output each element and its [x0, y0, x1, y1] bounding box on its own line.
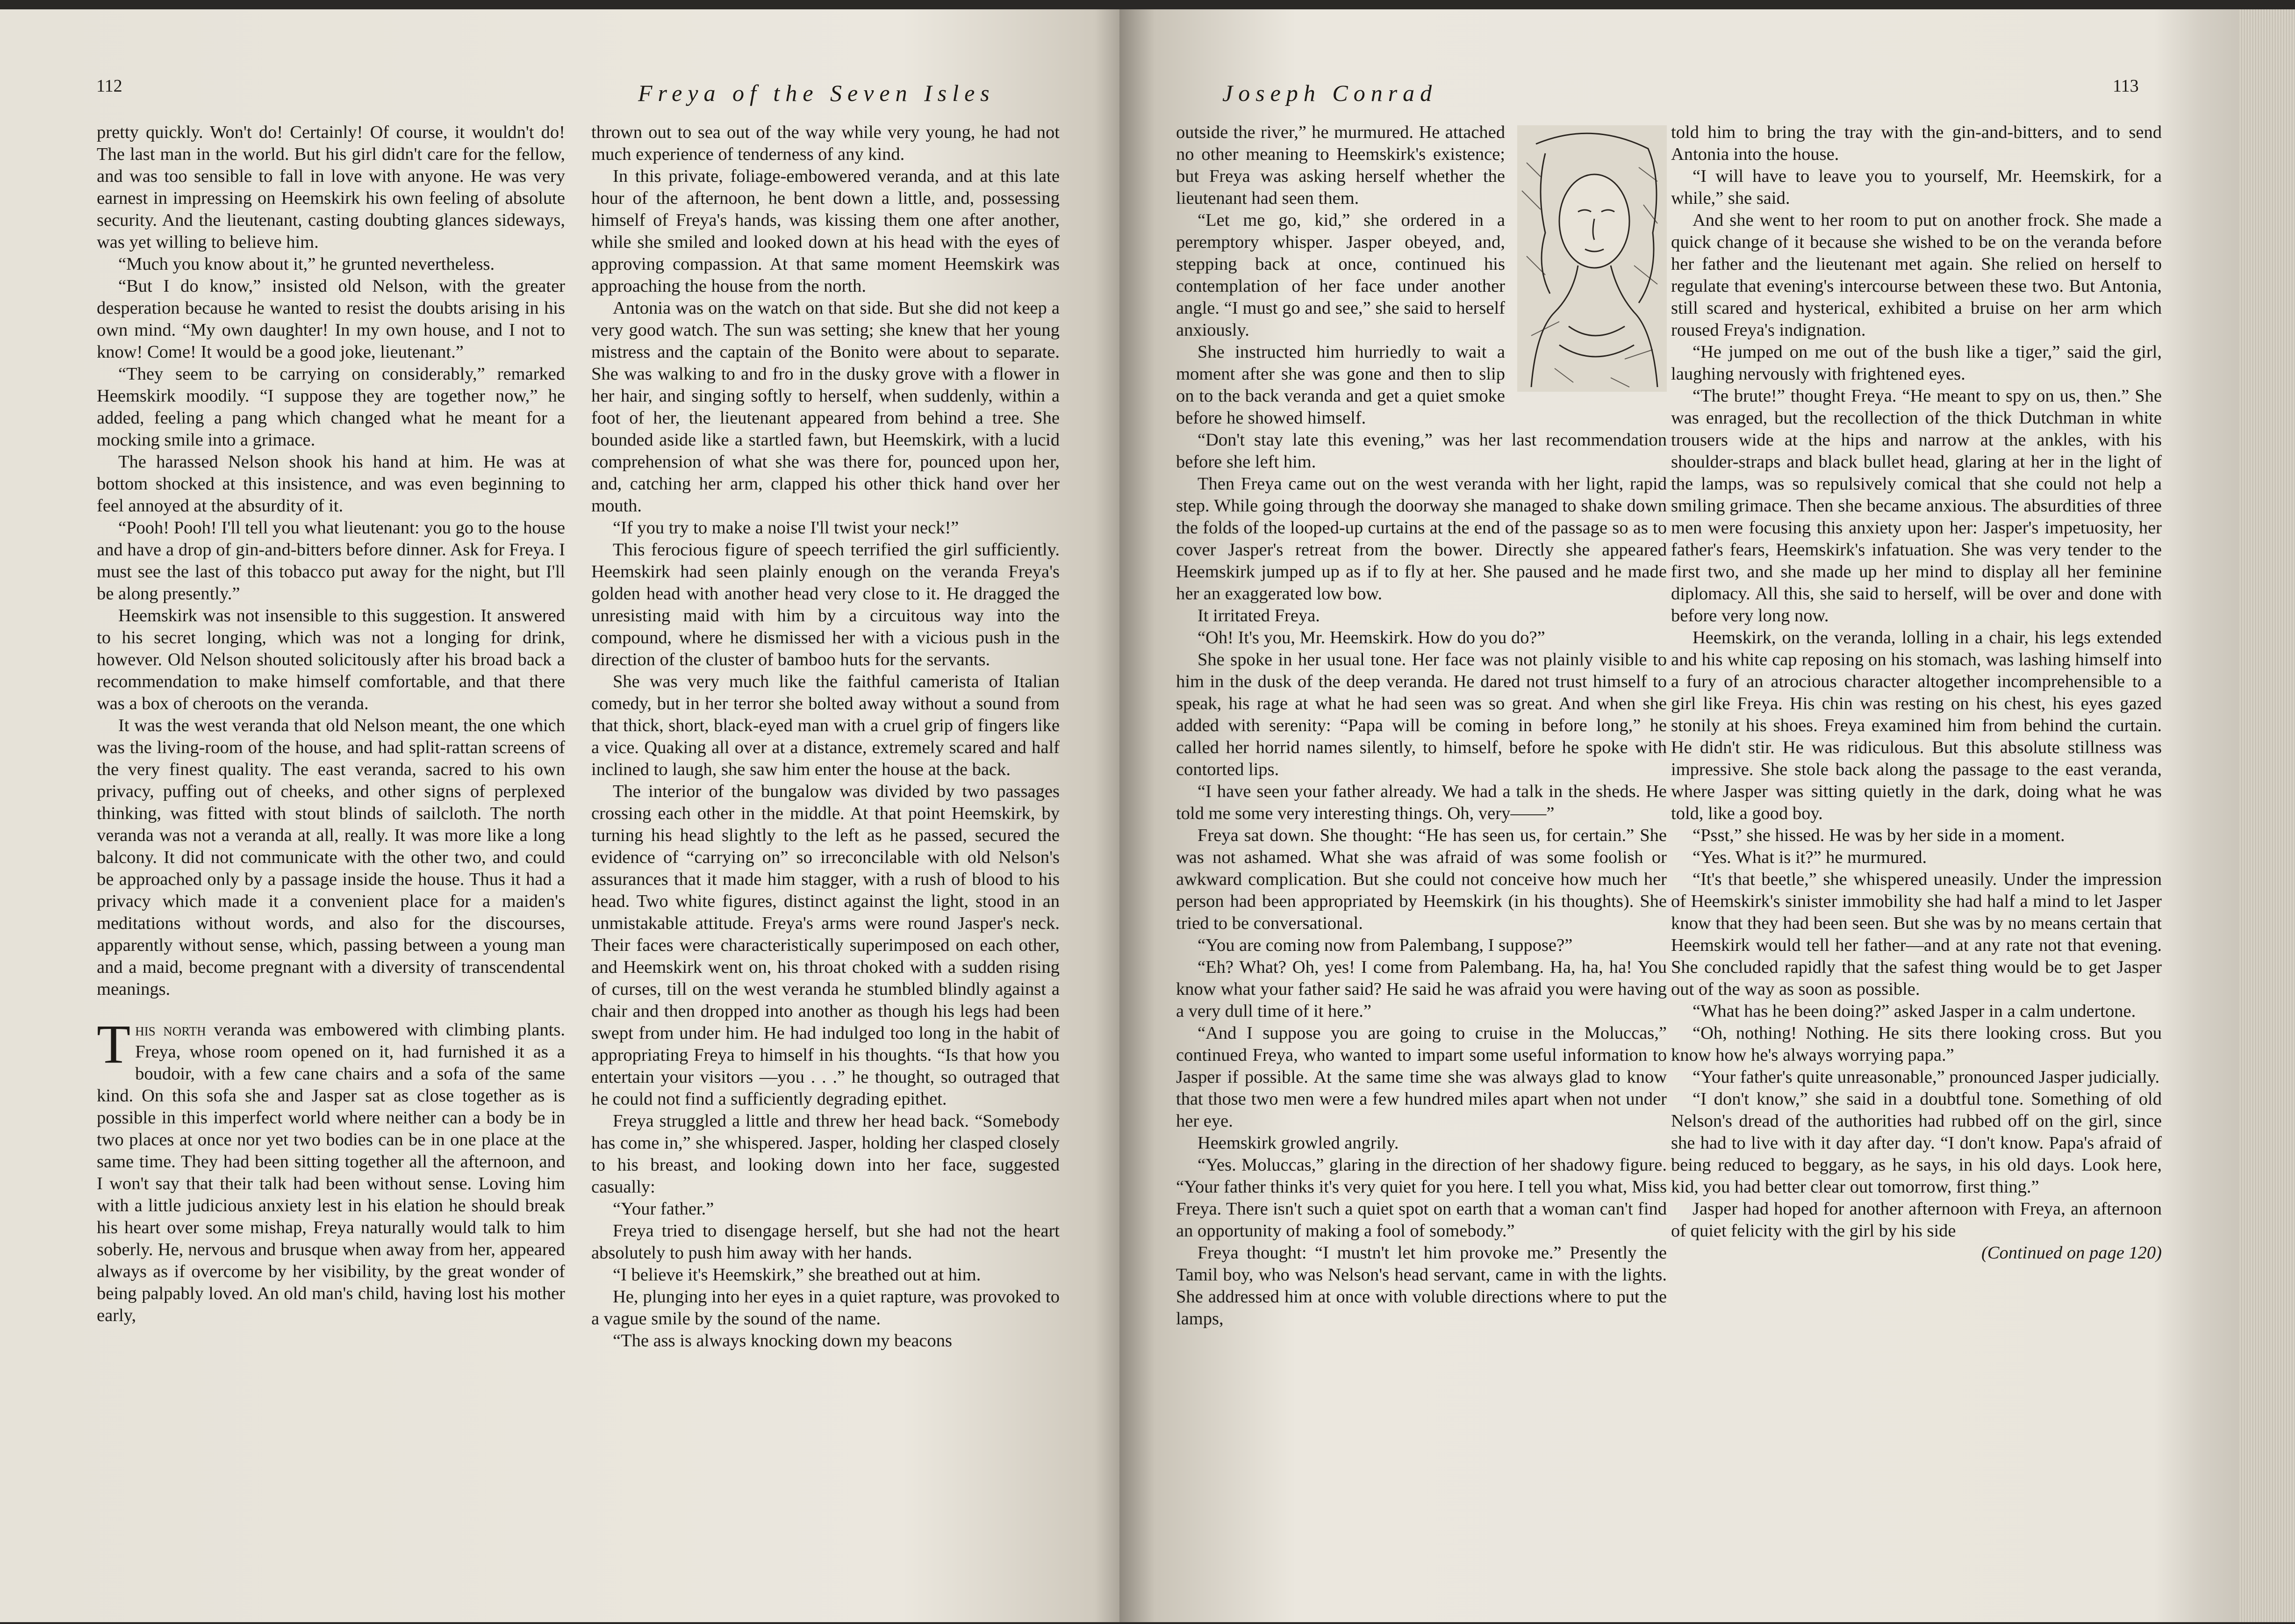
- paragraph: pretty quickly. Won't do! Certainly! Of course, it wouldn't do! The last man in the world. But his girl didn't care for the fellow, and was too sensible to fall in love with anyone. He was very earnest in impressing on Heemskirk his own feeling of absolute security. And the lieutenant, casting doubting glances sideways, was yet willing to believe him.: [97, 122, 565, 252]
- paragraph: Antonia was on the watch on that side. But she did not keep a very good watch. The sun was setting; she knew that her young mistress and the captain of the Bonito were about to separate. She was walking to and fro in the dusky grove with a flower in her hair, and singing softly to herself, when suddenly, within a foot of her, the lieutenant appeared from behind a tree. She bounded aside like a startled fawn, but Heemskirk, with a lucid comprehension of what she was there for, pounced upon her, and, catching her arm, clapped his other thick hand over her mouth.: [591, 298, 1060, 516]
- dropcap-text: veranda was embowered with climbing plants. Freya, whose room opened on it, had furnished it as a boudoir, with a few cane chairs and a sofa of the same kind. On this sofa she and Jasper sat as close together as is possible in this imperfect world where neither can a body be in two places at once nor yet two bodies can be in one place at the same time. They had been sitting together all the afternoon, and I won't say that their talk had been without sense. Loving him with a little judicious anxiety lest in his elation he should break his heart over some mishap, Freya naturally would talk to him soberly. He, nervous and brusque when away from her, appeared always as if overcome by her visibility, by the great wonder of being palpably loved. An old man's child, having lost his mother early,: [97, 1020, 565, 1325]
- paragraph: Freya thought: “I mustn't let him provoke me.” Presently the Tamil boy, who was Nelson's head servant, came in with the lights. She addressed him at once with voluble directions where to put the lamps,: [1176, 1243, 1667, 1329]
- paragraph: “I don't know,” she said in a doubtful tone. Something of old Nelson's dread of the authorities had rubbed off on the girl, since she had to live with it day after day. “I don't know. Papa's afraid of being reduced to beggary, as he says, in his old days. Look here, kid, you had better clear out tomorrow, first thing.”: [1671, 1089, 2162, 1197]
- page-number-left: 112: [96, 76, 122, 96]
- paragraph: “If you try to make a noise I'll twist your neck!”: [613, 518, 959, 538]
- paragraph: It was the west veranda that old Nelson meant, the one which was the living-room of the house, and had split-rattan screens of the very finest quality. The east veranda, sacred to his own privacy, puffing out of cheeks, and other signs of perplexed thinking, was fitted with stout blinds of sailcloth. The north veranda was not a veranda at all, really. It was more like a long balcony. It did not communicate with the other two, and could be approached only by a passage inside the house. Thus it had a privacy which made it a convenient place for a maiden's meditations without words, and also for the discourses, apparently without sense, which, passing between a young man and a maid, become pregnant with a diversity of transcendental meanings.: [97, 716, 565, 999]
- paragraph: “Oh! It's you, Mr. Heemskirk. How do you do?”: [1198, 628, 1545, 647]
- paragraph: “I believe it's Heemskirk,” she breathed out at him.: [613, 1265, 981, 1285]
- text-column-4: [1671, 122, 2162, 1264]
- paragraph: “I will have to leave you to yourself, Mr. Heemskirk, for a while,” she said.: [1671, 166, 2162, 208]
- paragraph: Freya sat down. She thought: “He has seen us, for certain.” She was not ashamed. What she was afraid of was some foolish or awkward complication. But she could not conceive how much her person had been appropriated by Heemskirk (in his thoughts). She tried to be conversational.: [1176, 826, 1667, 933]
- paragraph: It irritated Freya.: [1198, 606, 1320, 625]
- paragraph: This ferocious figure of speech terrified the girl sufficiently. Heemskirk had seen plainly enough on the veranda Freya's golden head with another head very close to it. He dragged the unresisting maid with him by a circuitous way into the compound, where he dismissed her with a vicious push in the direction of the cluster of bamboo huts for the servants.: [591, 540, 1060, 669]
- left-page: [0, 9, 1129, 1622]
- paragraph: “The brute!” thought Freya. “He meant to spy on us, then.” She was enraged, but the recollection of the thick Dutchman in white trousers wide at the hips and narrow at the ankles, with his shoulder-straps and black bullet head, glaring at her in the light of the lamps, was so repulsively comical that she could not help a smiling grimace. Then she became anxious. The absurdities of three men were focusing this anxiety upon her: Jasper's impetuosity, her father's fears, Heemskirk's infatuation. She was very tender to the first two, and she made up her mind to display all her feminine diplomacy. All this, she said to herself, will be over and done with before very long now.: [1671, 386, 2162, 625]
- paragraph: In this private, foliage-embowered veranda, and at this late hour of the afternoon, he bent down a little, and, possessing himself of Freya's hands, was kissing them one after another, while she smiled and looked down at his head with the eyes of approving compassion. At that same moment Heemskirk was approaching the house from the north.: [591, 166, 1060, 296]
- paragraph: “It's that beetle,” she whispered uneasily. Under the impression of Heemskirk's sinister immobility she had half a mind to let Jasper know that they had been seen. But she was by no means certain that Heemskirk would tell her father—and at any rate not that evening. She concluded rapidly that the safest thing would be to get Jasper out of the way as soon as possible.: [1671, 869, 2162, 999]
- paragraph: “Much you know about it,” he grunted nevertheless.: [118, 254, 495, 274]
- paragraph: She spoke in her usual tone. Her face was not plainly visible to him in the dusk of the deep veranda. He dared not trust himself to speak, his rage at what he had seen was so great. And when she added with serenity: “Papa will be coming in before long,” he called her horrid names silently, to himself, before he spoke with contorted lips.: [1176, 650, 1667, 779]
- paragraph: “You are coming now from Palembang, I suppose?”: [1198, 935, 1573, 955]
- paragraph: outside the river,” he murmured. He attached no other meaning to Heemskirk's existence; but Freya was asking herself whether the lieutenant had seen them.: [1176, 122, 1505, 208]
- page-edge: [2239, 9, 2295, 1622]
- paragraph: “Don't stay late this evening,” was her last recommendation before she left him.: [1176, 430, 1667, 472]
- running-head-title: Freya of the Seven Isles: [638, 80, 995, 106]
- paragraph: Jasper had hoped for another afternoon with Freya, an afternoon of quiet felicity with the girl by his side: [1671, 1199, 2162, 1241]
- paragraph: The harassed Nelson shook his hand at him. He was at bottom shocked at this insistence, and was even beginning to feel annoyed at the absurdity of it.: [97, 452, 565, 516]
- paragraph: “Your father's quite unreasonable,” pronounced Jasper judicially.: [1693, 1067, 2160, 1087]
- paragraph: And she went to her room to put on another frock. She made a quick change of it because she wished to be on the veranda before her father and the lieutenant met again. She relied on herself to regulate that evening's intercourse between these two. But Antonia, still scared and hysterical, exhibited a bruise on her arm which roused Freya's indignation.: [1671, 210, 2162, 340]
- paragraph: “And I suppose you are going to cruise in the Moluccas,” continued Freya, who wanted to impart some useful information to Jasper if possible. At the same time she was always glad to know that those two men were a few hundred miles apart when not under her eye.: [1176, 1023, 1667, 1131]
- paragraph: “The ass is always knocking down my beacons: [613, 1331, 952, 1351]
- text-column-3: [1176, 122, 1667, 1330]
- paragraph: He, plunging into her eyes in a quiet rapture, was provoked to a vague smile by the sound of the name.: [591, 1287, 1060, 1329]
- paragraph: “Yes. What is it?” he murmured.: [1693, 848, 1927, 867]
- paragraph: Heemskirk was not insensible to this suggestion. It answered to his secret longing, which was not a longing for drink, however. Old Nelson shouted solicitously after his broad back a recommendation to make himself comfortable, and that there was a box of cheroots on the veranda.: [97, 606, 565, 713]
- paragraph: “What has he been doing?” asked Jasper in a calm undertone.: [1693, 1001, 2136, 1021]
- paragraph: “Pooh! Pooh! I'll tell you what lieutenant: you go to the house and have a drop of gin-and-bitters before dinner. Ask for Freya. I must see the last of this tobacco put away for the night, but I'll be along presently.”: [97, 518, 565, 604]
- paragraph: Heemskirk growled angrily.: [1198, 1133, 1399, 1153]
- paragraph: “Oh, nothing! Nothing. He sits there looking cross. But you know how he's always worrying papa.”: [1671, 1023, 2162, 1065]
- drop-cap: T: [97, 1013, 131, 1075]
- paragraph: “Your father.”: [613, 1199, 714, 1219]
- paragraph: “They seem to be carrying on considerably,” remarked Heemskirk moodily. “I suppose they are together now,” he added, feeling a pang which changed what he meant for a mocking smile into a grimace.: [97, 364, 565, 450]
- paragraph: Freya tried to disengage herself, but she had not the heart absolutely to push him away with her hands.: [591, 1221, 1060, 1263]
- continued-note: (Continued on page 120): [1981, 1243, 2162, 1263]
- paragraph: Then Freya came out on the west veranda with her light, rapid step. While going through the doorway she managed to shake down the folds of the looped-up curtains at the end of the passage so as to cover Jasper's retreat from the bower. Directly she appeared Heemskirk jumped up as if to fly at her. She paused and he made her an exaggerated low bow.: [1176, 474, 1667, 604]
- portrait-illustration: [1517, 125, 1667, 392]
- small-caps-lead: his north: [135, 1020, 206, 1040]
- paragraph: “But I do know,” insisted old Nelson, with the greater desperation because he wanted to resist the doubts arising in his own mind. “My own daughter! In my own house, and I not to know! Come! It would be a good joke, lieutenant.”: [97, 276, 565, 362]
- paragraph: Freya struggled a little and threw her head back. “Somebody has come in,” she whispered. Jasper, holding her clasped closely to his breast, and looking down into her face, suggested casually:: [591, 1111, 1060, 1197]
- paragraph: “Let me go, kid,” she ordered in a peremptory whisper. Jasper obeyed, and, stepping back at once, continued his contemplation of her face under another angle. “I must go and see,” she said to herself anxiously.: [1176, 210, 1505, 340]
- paragraph: “Eh? What? Oh, yes! I come from Palembang. Ha, ha, ha! You know what your father said? He said he was afraid you were having a very dull time of it here.”: [1176, 957, 1667, 1021]
- paragraph: told him to bring the tray with the gin-and-bitters, and to send Antonia into the house.: [1671, 122, 2162, 164]
- paragraph: Heemskirk, on the veranda, lolling in a chair, his legs extended and his white cap reposing on his stomach, was lashing himself into a fury of an atrocious character altogether incomprehensible to a girl like Freya. His chin was resting on his chest, his eyes gazed stonily at his shoes. Freya examined him from behind the curtain. He didn't stir. He was ridiculous. But this absolute stillness was impressive. She stole back along the passage to the east veranda, where Jasper was sitting quietly in the dark, doing what he was told, like a good boy.: [1671, 628, 2162, 823]
- paragraph: “I have seen your father already. We had a talk in the sheds. He told me some very interesting things. Oh, very——”: [1176, 782, 1667, 823]
- text-column-1: [97, 122, 565, 1327]
- paragraph: The interior of the bungalow was divided by two passages crossing each other in the middle. At that point Heemskirk, by turning his head slightly to the left as he passed, secured the evidence of “carrying on” so irreconcilable with old Nelson's assurances that it made him stagger, with a rush of blood to his head. Two white figures, distinct against the light, stood in an unmistakable attitude. Freya's arms were round Jasper's neck. Their faces were characteristically superimposed on each other, and Heemskirk went on, his throat choked with a sudden rising of curses, till on the west veranda he stumbled blindly against a chair and then dropped into another as though his legs had been swept from under him. He had indulged too long in the habit of appropriating Freya to himself in his thoughts. “Is that how you entertain your visitors —you . . .” he thought, so outraged that he could not find a sufficiently degrading epithet.: [591, 782, 1060, 1109]
- running-head-author: Joseph Conrad: [1222, 80, 1438, 106]
- text-column-2: [591, 122, 1060, 1352]
- paragraph: “Psst,” she hissed. He was by her side in a moment.: [1693, 826, 2065, 845]
- paragraph: “Yes. Moluccas,” glaring in the direction of her shadowy figure. “Your father thinks it's very quiet for you here. I tell you what, Miss Freya. There isn't such a quiet spot on earth that a woman can't find an opportunity of making a fool of somebody.”: [1176, 1155, 1667, 1241]
- dropcap-paragraph: [97, 1013, 565, 1327]
- page-number-right: 113: [2113, 76, 2139, 96]
- paragraph: She instructed him hurriedly to wait a moment after she was gone and then to slip on to the back veranda and get a quiet smoke before he showed himself.: [1176, 342, 1505, 428]
- right-page: [1119, 9, 2295, 1622]
- paragraph: “He jumped on me out of the bush like a tiger,” said the girl, laughing nervously with frightened eyes.: [1671, 342, 2162, 384]
- paragraph: thrown out to sea out of the way while very young, he had not much experience of tenderness of any kind.: [591, 122, 1060, 164]
- paragraph: She was very much like the faithful camerista of Italian comedy, but in her terror she bolted away without a sound from that thick, short, black-eyed man with a cruel grip of fingers like a vice. Quaking all over at a distance, extremely scared and half inclined to laugh, she saw him enter the house at the back.: [591, 672, 1060, 779]
